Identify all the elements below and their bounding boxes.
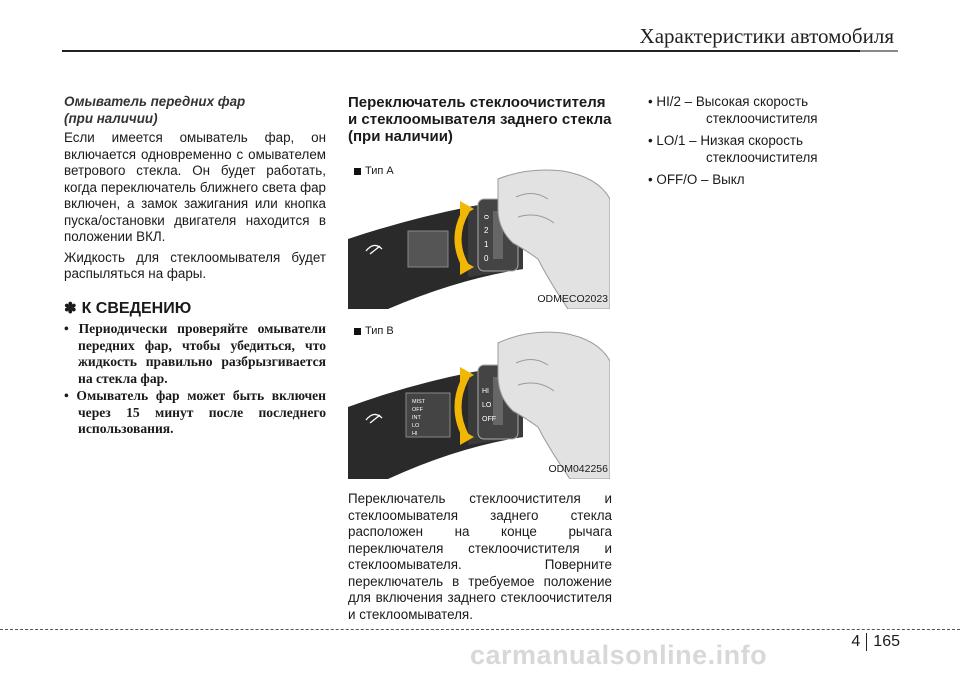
page-number-divider <box>866 633 867 651</box>
switch-mark: LO <box>482 402 492 409</box>
figure-b-label-text: Тип B <box>365 325 394 337</box>
column-left <box>64 94 326 439</box>
wiper-stalk-illustration-b <box>348 319 610 479</box>
square-bullet-icon <box>354 328 361 335</box>
subheading-headlamp-washer: Омыватель передних фар <box>64 94 246 109</box>
page-number-value: 165 <box>873 633 900 650</box>
switch-mark: HI <box>482 388 489 395</box>
paragraph-headlamp-washer: Если имеется омыватель фар, он включается одновременно с омывателем ветрового стекла. Он будет работать, когда переключатель ближнего света фар включен, а замок зажигания или кнопка пуска/остановки двигателя находится в положении ВКЛ. <box>64 130 326 244</box>
stalk-mark: MIST <box>412 399 426 405</box>
stalk-mark: HI <box>412 431 418 437</box>
header-rule <box>62 50 860 52</box>
square-bullet-icon <box>354 168 361 175</box>
switch-mark: 1 <box>484 240 489 249</box>
bullet-label: • HI/2 – Высокая скорость <box>648 94 809 109</box>
figure-a-label <box>354 163 394 180</box>
figure-b-code: ODM042256 <box>548 462 608 475</box>
paragraph-rear-wiper: Переключатель стеклоочистителя и стеклоомывателя заднего стекла расположен на конце рычага переключателя стеклоочистителя и стеклоомывателя. Поверните переключатель в требуемое положение для включения заднего стеклоочистителя и стеклоомывателя. <box>348 491 612 622</box>
stalk-mark: OFF <box>412 407 423 413</box>
subheading-availability: (при наличии) <box>64 110 158 126</box>
wiper-stalk-illustration-a <box>348 159 610 309</box>
column-right <box>648 94 908 195</box>
switch-mark: 0 <box>484 254 489 263</box>
note-item: • Омыватель фар может быть включен через 15 минут после последнего использования. <box>64 388 326 436</box>
bullet-continuation: стеклоочистителя <box>706 110 818 126</box>
column-middle <box>348 94 612 627</box>
list-item <box>648 133 908 166</box>
section-heading-rear-wiper: Переключатель стеклоочистителя и стеклоомывателя заднего стекла (при наличии) <box>348 94 612 145</box>
header-rule-accent <box>860 50 898 52</box>
figure-type-a <box>348 159 610 309</box>
figure-a-label-text: Тип A <box>365 165 394 177</box>
chapter-number: 4 <box>851 633 861 650</box>
paragraph-fluid-spray: Жидкость для стеклоомывателя будет распыляться на фары. <box>64 249 326 281</box>
list-item <box>648 172 908 189</box>
bullet-label: • OFF/O – Выкл <box>648 172 745 187</box>
figure-a-code: ODMECO2023 <box>537 292 608 305</box>
page-header-title: Характеристики автомобиля <box>639 24 894 48</box>
bullet-continuation: стеклоочистителя <box>706 149 818 165</box>
switch-mark: OFF <box>482 416 496 423</box>
footer-rule <box>0 629 960 630</box>
page-number <box>851 633 900 651</box>
note-heading <box>64 301 326 318</box>
note-star-icon: ✽ <box>64 299 77 317</box>
list-item <box>648 94 908 127</box>
switch-mark: ᴑ <box>484 212 489 221</box>
watermark: carmanualsonline.info <box>470 640 768 670</box>
figure-b-label <box>354 323 394 340</box>
note-title: К СВЕДЕНИЮ <box>81 299 192 317</box>
figure-type-b <box>348 319 610 479</box>
stalk-mark: LO <box>412 423 420 429</box>
stalk-mark: INT <box>412 415 421 421</box>
bullet-label: • LO/1 – Низкая скорость <box>648 133 804 148</box>
note-item: • Периодически проверяйте омыватели передних фар, чтобы убедиться, что жидкость правильно разбрызгивается на стекла фар. <box>64 321 326 386</box>
switch-mark: 2 <box>484 226 489 235</box>
